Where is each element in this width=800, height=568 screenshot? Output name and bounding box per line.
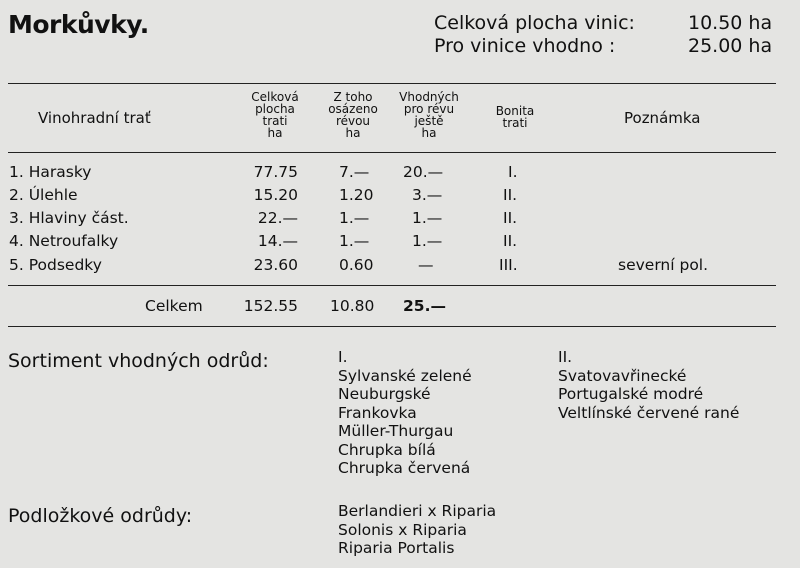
row-5-name: 5. Podsedky [9, 256, 102, 274]
sortiment-label: Sortiment vhodných odrůd: [8, 350, 269, 372]
list-item: Berlandieri x Riparia [338, 502, 497, 520]
summary-value-total-area: 10.50 ha [688, 12, 773, 34]
table-total-rule [8, 285, 776, 286]
row-2-osazeno: 1.20 [339, 186, 374, 204]
list-item: Sylvanské zelené [338, 366, 472, 385]
sortiment-group-1 [338, 348, 472, 478]
total-vhodnych: 25.— [403, 297, 446, 315]
list-item: Riparia Portalis [338, 539, 455, 557]
sortiment-group-1-heading: I. [338, 348, 348, 366]
row-1-celkova: 77.75 [253, 163, 298, 181]
list-item: Neuburgské [338, 385, 431, 403]
row-4-name: 4. Netroufalky [9, 232, 119, 250]
row-4-osazeno: 1.— [339, 232, 370, 250]
table-top-rule [8, 83, 776, 84]
header-bonita: Bonita trati [495, 104, 535, 130]
row-5-osazeno: 0.60 [339, 256, 374, 274]
row-1-bonita: I. [508, 163, 518, 181]
sortiment-group-2 [558, 348, 739, 422]
row-3-celkova: 22.— [257, 209, 298, 227]
podlozkove-label: Podložkové odrůdy: [8, 505, 193, 527]
row-3-osazeno: 1.— [339, 209, 370, 227]
header-poznamka: Poznámka [624, 109, 701, 127]
list-item: Portugalské modré [558, 385, 704, 403]
sortiment-group-2-heading: II. [558, 348, 573, 366]
total-osazeno: 10.80 [330, 297, 375, 315]
total-celkova: 152.55 [243, 297, 298, 315]
summary-label-total-area: Celková plocha vinic: [434, 12, 635, 34]
list-item: Frankovka [338, 403, 417, 422]
header-osazeno: Z toho osázeno révou ha [328, 90, 378, 140]
list-item: Chrupka bílá [338, 440, 436, 459]
list-item: Svatovavřinecké [558, 366, 687, 385]
row-2-bonita: II. [503, 186, 518, 204]
podlozkove-list [338, 502, 496, 558]
row-4-celkova: 14.— [257, 232, 298, 250]
page-title: Morkůvky. [8, 10, 149, 39]
table-header-rule [8, 152, 776, 153]
header-vhodnych: Vhodných pro révu ještě ha [399, 90, 459, 140]
header-vinohradni-trat: Vinohradní trať [38, 109, 151, 127]
list-item: Müller-Thurgau [338, 422, 454, 440]
row-5-poznamka: severní pol. [618, 256, 709, 274]
row-1-vhodnych: 20.— [403, 163, 444, 181]
row-1-osazeno: 7.— [339, 163, 370, 181]
header-celkova-plocha: Celková plocha trati ha [251, 90, 299, 140]
list-item: Chrupka červená [338, 459, 471, 477]
summary-value-suitable-area: 25.00 ha [688, 35, 773, 57]
row-5-bonita: III. [499, 256, 518, 274]
row-5-celkova: 23.60 [253, 256, 298, 274]
summary-label-suitable-area: Pro vinice vhodno : [434, 35, 616, 57]
list-item: Solonis x Riparia [338, 520, 467, 539]
row-4-bonita: II. [503, 232, 518, 250]
row-2-vhodnych: 3.— [412, 186, 443, 204]
total-label: Celkem [145, 297, 203, 315]
table-bottom-rule [8, 326, 776, 327]
row-3-bonita: II. [503, 209, 518, 227]
row-4-vhodnych: 1.— [412, 232, 443, 250]
row-2-celkova: 15.20 [253, 186, 298, 204]
row-1-name: 1. Harasky [9, 163, 92, 181]
row-3-name: 3. Hlaviny část. [9, 209, 129, 227]
row-5-vhodnych: — [418, 256, 434, 274]
row-3-vhodnych: 1.— [412, 209, 443, 227]
list-item: Veltlínské červené rané [558, 403, 740, 422]
row-2-name: 2. Úlehle [9, 186, 78, 204]
